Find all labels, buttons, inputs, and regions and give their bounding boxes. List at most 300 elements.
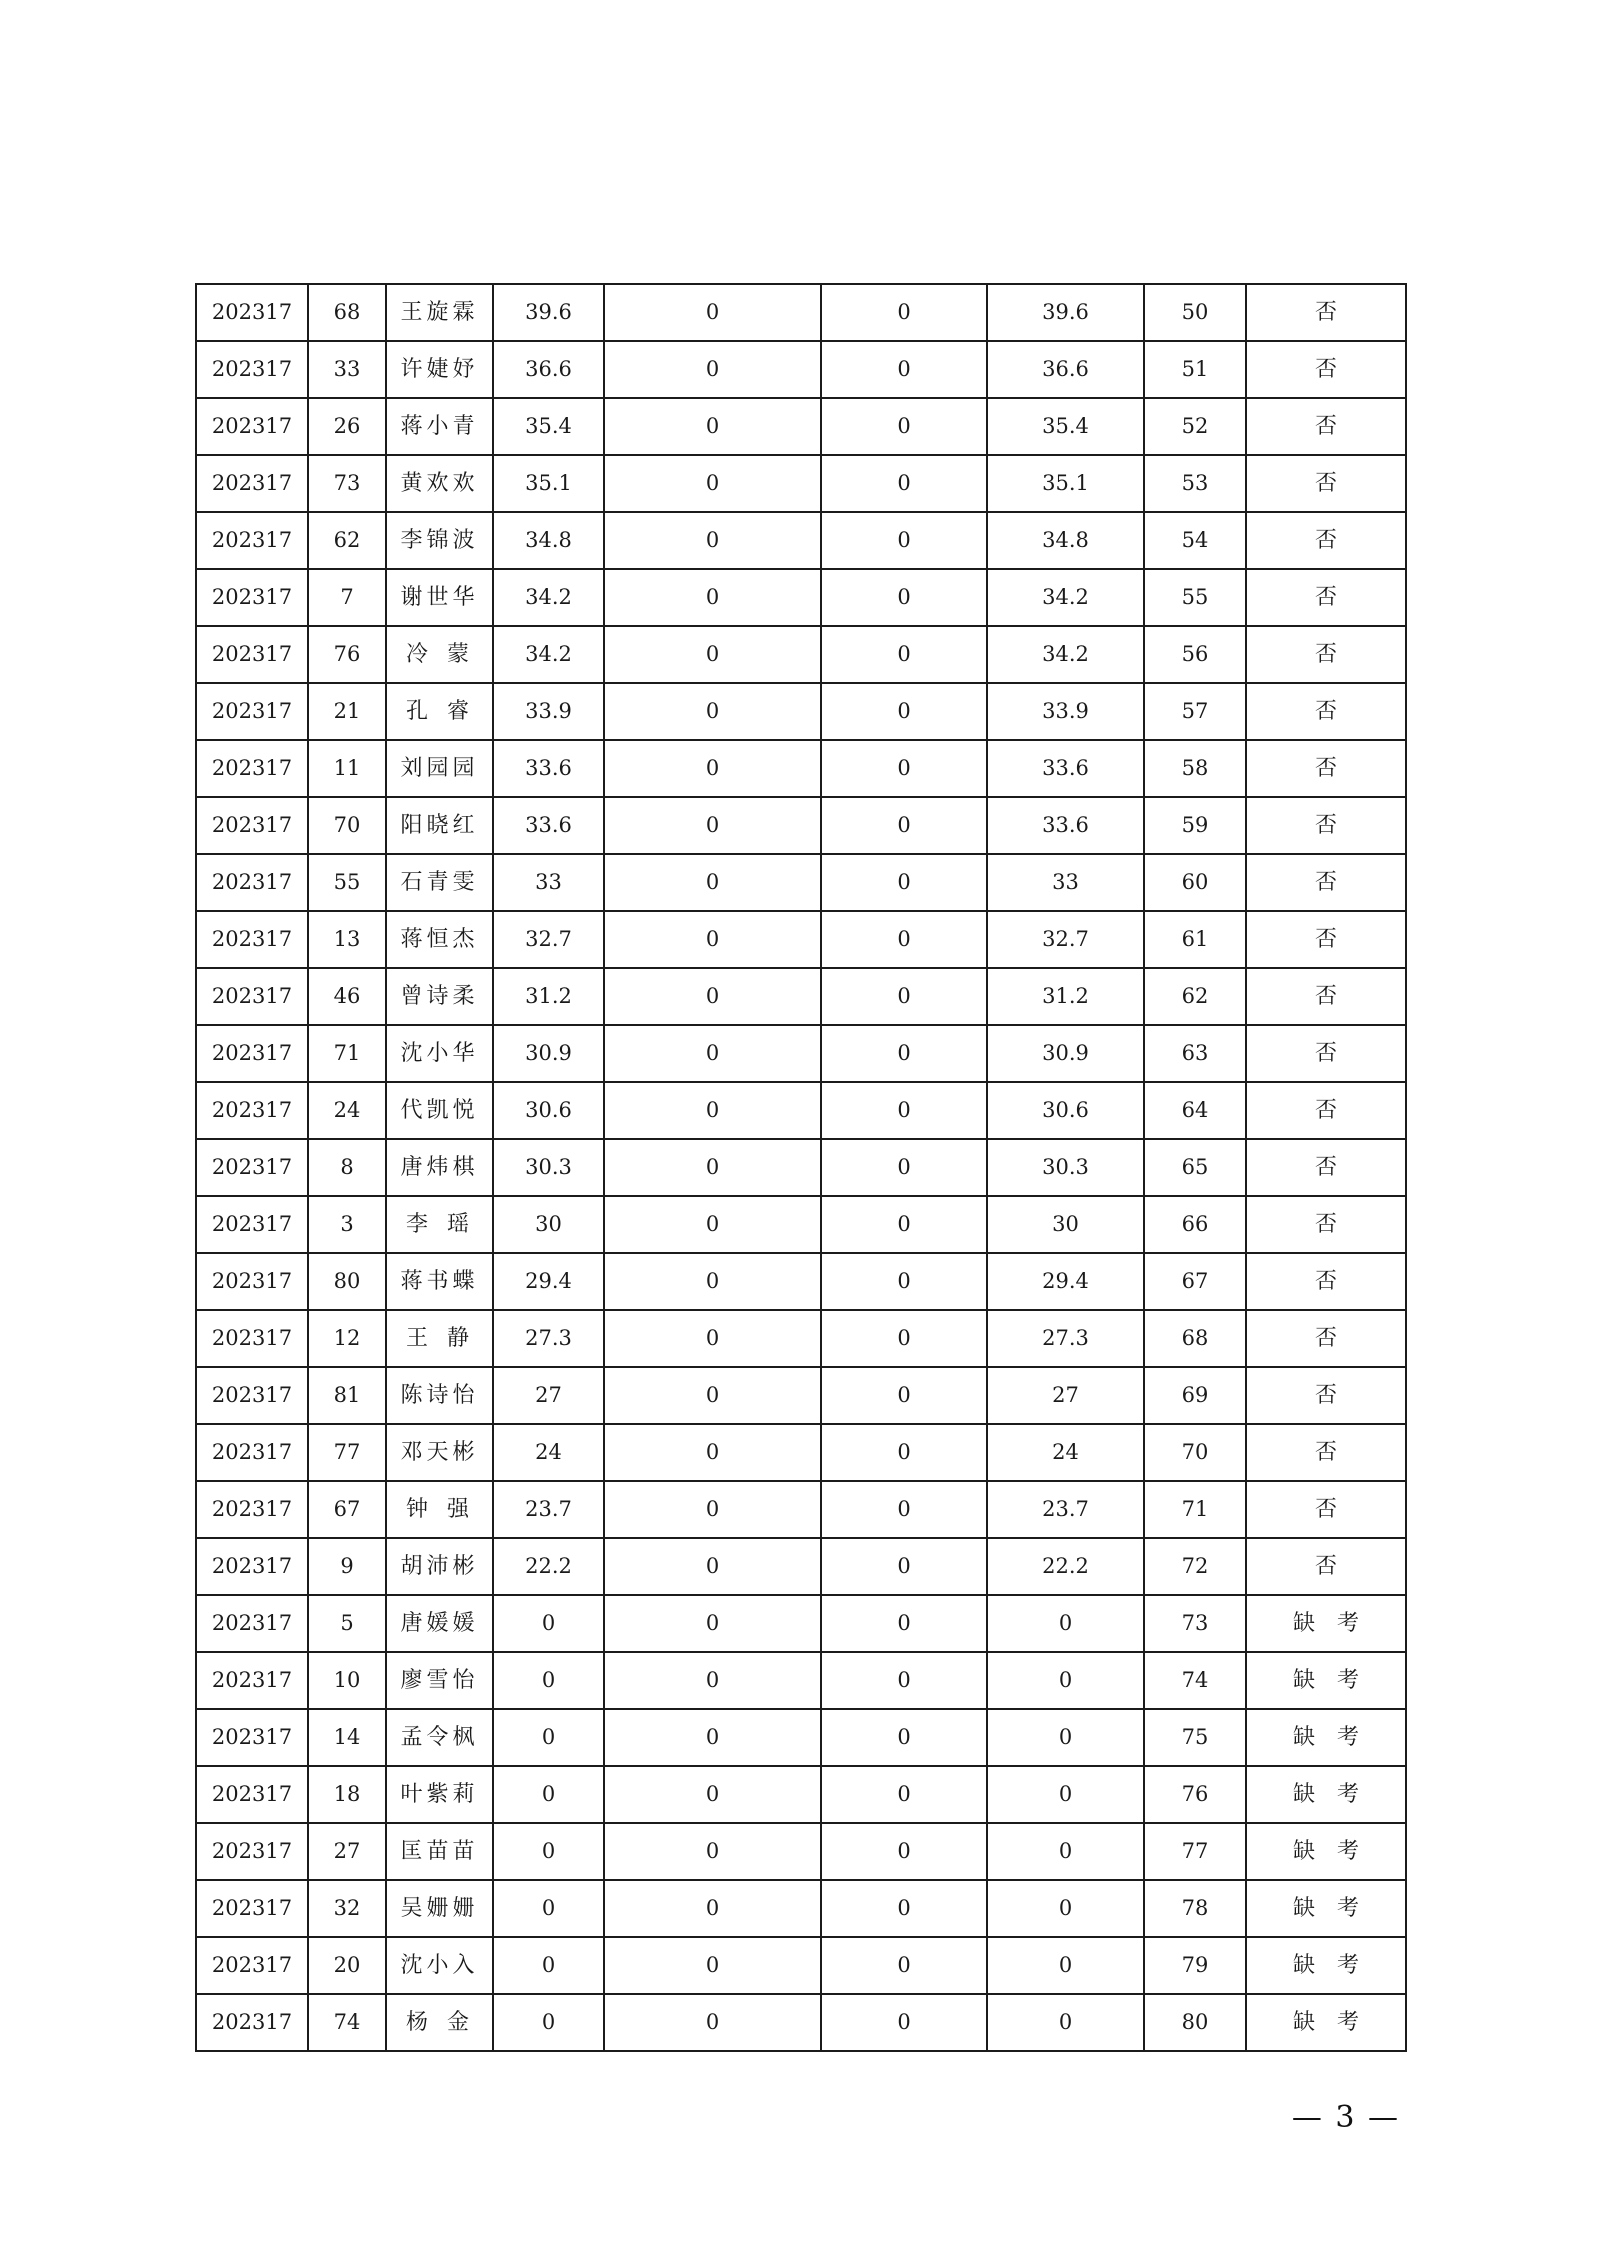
table-row: [196, 1367, 1406, 1424]
cell-score1: 0: [493, 1880, 604, 1937]
cell-rank: 64: [1144, 1082, 1246, 1139]
cell-status: 否: [1246, 569, 1406, 626]
cell-score3: 0: [821, 1025, 987, 1082]
table-row: [196, 1253, 1406, 1310]
cell-total-score: 27.3: [987, 1310, 1144, 1367]
cell-score2: 0: [604, 1538, 821, 1595]
cell-status: 否: [1246, 740, 1406, 797]
cell-score1: 35.1: [493, 455, 604, 512]
cell-seat-number: 7: [308, 569, 386, 626]
cell-score1: 34.2: [493, 569, 604, 626]
cell-score2: 0: [604, 1709, 821, 1766]
cell-total-score: 0: [987, 1880, 1144, 1937]
cell-score1: 0: [493, 1994, 604, 2051]
cell-score2: 0: [604, 341, 821, 398]
cell-status: 否: [1246, 398, 1406, 455]
cell-score2: 0: [604, 455, 821, 512]
cell-name: 杨 金: [386, 1994, 493, 2051]
cell-rank: 60: [1144, 854, 1246, 911]
cell-rank: 70: [1144, 1424, 1246, 1481]
cell-rank: 73: [1144, 1595, 1246, 1652]
cell-score3: 0: [821, 1994, 987, 2051]
table-row: [196, 1139, 1406, 1196]
cell-unit-code: 202317: [196, 1367, 308, 1424]
cell-status: 否: [1246, 1196, 1406, 1253]
cell-total-score: 30.6: [987, 1082, 1144, 1139]
cell-score1: 34.8: [493, 512, 604, 569]
cell-seat-number: 26: [308, 398, 386, 455]
table-row: [196, 911, 1406, 968]
cell-status: 否: [1246, 683, 1406, 740]
cell-seat-number: 8: [308, 1139, 386, 1196]
cell-rank: 66: [1144, 1196, 1246, 1253]
cell-seat-number: 68: [308, 284, 386, 341]
cell-status: 否: [1246, 1367, 1406, 1424]
cell-seat-number: 80: [308, 1253, 386, 1310]
cell-total-score: 34.8: [987, 512, 1144, 569]
table-row: [196, 1025, 1406, 1082]
table-row: [196, 512, 1406, 569]
cell-unit-code: 202317: [196, 1994, 308, 2051]
cell-total-score: 0: [987, 1652, 1144, 1709]
table-row: [196, 1310, 1406, 1367]
page-number: — 3 —: [1291, 2100, 1400, 2135]
cell-score2: 0: [604, 284, 821, 341]
cell-score3: 0: [821, 1937, 987, 1994]
cell-status: 否: [1246, 1139, 1406, 1196]
cell-status: 否: [1246, 284, 1406, 341]
table-row: [196, 1538, 1406, 1595]
cell-score1: 30.3: [493, 1139, 604, 1196]
cell-name: 唐媛媛: [386, 1595, 493, 1652]
cell-score2: 0: [604, 1139, 821, 1196]
cell-score1: 0: [493, 1823, 604, 1880]
cell-score3: 0: [821, 1652, 987, 1709]
cell-rank: 54: [1144, 512, 1246, 569]
cell-rank: 80: [1144, 1994, 1246, 2051]
cell-seat-number: 5: [308, 1595, 386, 1652]
cell-total-score: 0: [987, 1994, 1144, 2051]
cell-total-score: 0: [987, 1766, 1144, 1823]
table-row: [196, 1766, 1406, 1823]
cell-seat-number: 73: [308, 455, 386, 512]
table-row: [196, 1652, 1406, 1709]
cell-score2: 0: [604, 512, 821, 569]
cell-score2: 0: [604, 569, 821, 626]
table-row: [196, 1994, 1406, 2051]
table-row: [196, 740, 1406, 797]
cell-score3: 0: [821, 569, 987, 626]
cell-score3: 0: [821, 1823, 987, 1880]
table-row: [196, 341, 1406, 398]
cell-unit-code: 202317: [196, 797, 308, 854]
cell-status: 否: [1246, 512, 1406, 569]
cell-score3: 0: [821, 1481, 987, 1538]
cell-score1: 0: [493, 1652, 604, 1709]
cell-score2: 0: [604, 1025, 821, 1082]
cell-score3: 0: [821, 1709, 987, 1766]
cell-seat-number: 24: [308, 1082, 386, 1139]
cell-seat-number: 76: [308, 626, 386, 683]
cell-score1: 33.6: [493, 740, 604, 797]
cell-score3: 0: [821, 968, 987, 1025]
cell-name: 孔 睿: [386, 683, 493, 740]
cell-name: 许婕妤: [386, 341, 493, 398]
cell-unit-code: 202317: [196, 1481, 308, 1538]
cell-total-score: 0: [987, 1823, 1144, 1880]
table-row: [196, 569, 1406, 626]
cell-status: 缺 考: [1246, 1937, 1406, 1994]
cell-name: 钟 强: [386, 1481, 493, 1538]
cell-score3: 0: [821, 455, 987, 512]
cell-score3: 0: [821, 512, 987, 569]
cell-total-score: 33.9: [987, 683, 1144, 740]
cell-score3: 0: [821, 398, 987, 455]
cell-name: 王 静: [386, 1310, 493, 1367]
cell-rank: 76: [1144, 1766, 1246, 1823]
cell-score2: 0: [604, 683, 821, 740]
cell-score2: 0: [604, 1310, 821, 1367]
cell-score1: 24: [493, 1424, 604, 1481]
table-row: [196, 1082, 1406, 1139]
cell-score2: 0: [604, 1367, 821, 1424]
cell-rank: 65: [1144, 1139, 1246, 1196]
cell-name: 李锦波: [386, 512, 493, 569]
cell-status: 否: [1246, 1082, 1406, 1139]
cell-unit-code: 202317: [196, 854, 308, 911]
cell-status: 否: [1246, 1424, 1406, 1481]
cell-status: 否: [1246, 1310, 1406, 1367]
table-row: [196, 968, 1406, 1025]
cell-score3: 0: [821, 683, 987, 740]
cell-seat-number: 9: [308, 1538, 386, 1595]
cell-score1: 36.6: [493, 341, 604, 398]
cell-total-score: 39.6: [987, 284, 1144, 341]
cell-status: 否: [1246, 968, 1406, 1025]
cell-rank: 77: [1144, 1823, 1246, 1880]
cell-score2: 0: [604, 1481, 821, 1538]
table-row: [196, 1595, 1406, 1652]
cell-total-score: 34.2: [987, 626, 1144, 683]
cell-score1: 27.3: [493, 1310, 604, 1367]
cell-status: 否: [1246, 1538, 1406, 1595]
table-row: [196, 683, 1406, 740]
cell-unit-code: 202317: [196, 1823, 308, 1880]
cell-unit-code: 202317: [196, 1766, 308, 1823]
cell-name: 廖雪怡: [386, 1652, 493, 1709]
cell-seat-number: 11: [308, 740, 386, 797]
cell-rank: 69: [1144, 1367, 1246, 1424]
cell-score2: 0: [604, 740, 821, 797]
cell-rank: 75: [1144, 1709, 1246, 1766]
cell-name: 孟令枫: [386, 1709, 493, 1766]
cell-total-score: 24: [987, 1424, 1144, 1481]
cell-name: 刘园园: [386, 740, 493, 797]
cell-unit-code: 202317: [196, 398, 308, 455]
table-row: [196, 455, 1406, 512]
cell-seat-number: 55: [308, 854, 386, 911]
cell-score3: 0: [821, 797, 987, 854]
table-row: [196, 284, 1406, 341]
table-row: [196, 626, 1406, 683]
cell-seat-number: 33: [308, 341, 386, 398]
cell-score1: 34.2: [493, 626, 604, 683]
cell-unit-code: 202317: [196, 1709, 308, 1766]
cell-rank: 53: [1144, 455, 1246, 512]
cell-score1: 39.6: [493, 284, 604, 341]
cell-score3: 0: [821, 1538, 987, 1595]
cell-unit-code: 202317: [196, 512, 308, 569]
cell-seat-number: 32: [308, 1880, 386, 1937]
cell-total-score: 36.6: [987, 341, 1144, 398]
cell-seat-number: 81: [308, 1367, 386, 1424]
cell-name: 蒋小青: [386, 398, 493, 455]
table-row: [196, 1937, 1406, 1994]
cell-total-score: 31.2: [987, 968, 1144, 1025]
cell-rank: 74: [1144, 1652, 1246, 1709]
cell-score3: 0: [821, 341, 987, 398]
cell-score1: 0: [493, 1595, 604, 1652]
cell-unit-code: 202317: [196, 1937, 308, 1994]
cell-unit-code: 202317: [196, 455, 308, 512]
cell-score1: 35.4: [493, 398, 604, 455]
cell-seat-number: 20: [308, 1937, 386, 1994]
cell-score3: 0: [821, 854, 987, 911]
cell-unit-code: 202317: [196, 968, 308, 1025]
cell-unit-code: 202317: [196, 1595, 308, 1652]
cell-seat-number: 13: [308, 911, 386, 968]
cell-seat-number: 67: [308, 1481, 386, 1538]
cell-unit-code: 202317: [196, 911, 308, 968]
cell-score1: 23.7: [493, 1481, 604, 1538]
cell-total-score: 29.4: [987, 1253, 1144, 1310]
cell-score1: 0: [493, 1709, 604, 1766]
cell-rank: 58: [1144, 740, 1246, 797]
cell-unit-code: 202317: [196, 626, 308, 683]
table-row: [196, 1709, 1406, 1766]
cell-unit-code: 202317: [196, 341, 308, 398]
table-row: [196, 797, 1406, 854]
cell-unit-code: 202317: [196, 740, 308, 797]
cell-status: 缺 考: [1246, 1823, 1406, 1880]
cell-name: 叶紫莉: [386, 1766, 493, 1823]
cell-name: 代凯悦: [386, 1082, 493, 1139]
cell-score1: 27: [493, 1367, 604, 1424]
cell-rank: 71: [1144, 1481, 1246, 1538]
cell-name: 李 瑶: [386, 1196, 493, 1253]
cell-total-score: 0: [987, 1595, 1144, 1652]
cell-total-score: 0: [987, 1937, 1144, 1994]
cell-unit-code: 202317: [196, 284, 308, 341]
cell-total-score: 33: [987, 854, 1144, 911]
cell-total-score: 30.3: [987, 1139, 1144, 1196]
cell-rank: 51: [1144, 341, 1246, 398]
cell-score1: 32.7: [493, 911, 604, 968]
cell-score2: 0: [604, 1424, 821, 1481]
cell-name: 陈诗怡: [386, 1367, 493, 1424]
cell-rank: 79: [1144, 1937, 1246, 1994]
cell-status: 否: [1246, 341, 1406, 398]
cell-seat-number: 10: [308, 1652, 386, 1709]
cell-score3: 0: [821, 1424, 987, 1481]
cell-seat-number: 62: [308, 512, 386, 569]
cell-rank: 78: [1144, 1880, 1246, 1937]
cell-score2: 0: [604, 626, 821, 683]
cell-score3: 0: [821, 1196, 987, 1253]
cell-status: 否: [1246, 797, 1406, 854]
cell-seat-number: 71: [308, 1025, 386, 1082]
cell-status: 否: [1246, 911, 1406, 968]
cell-score3: 0: [821, 1310, 987, 1367]
cell-total-score: 35.1: [987, 455, 1144, 512]
cell-unit-code: 202317: [196, 1253, 308, 1310]
cell-score3: 0: [821, 626, 987, 683]
cell-unit-code: 202317: [196, 1139, 308, 1196]
cell-score3: 0: [821, 1595, 987, 1652]
cell-score2: 0: [604, 1823, 821, 1880]
cell-seat-number: 21: [308, 683, 386, 740]
cell-total-score: 0: [987, 1709, 1144, 1766]
cell-rank: 52: [1144, 398, 1246, 455]
cell-rank: 50: [1144, 284, 1246, 341]
cell-score3: 0: [821, 911, 987, 968]
cell-seat-number: 74: [308, 1994, 386, 2051]
cell-rank: 62: [1144, 968, 1246, 1025]
cell-score3: 0: [821, 1253, 987, 1310]
cell-score3: 0: [821, 1766, 987, 1823]
cell-status: 缺 考: [1246, 1652, 1406, 1709]
cell-total-score: 30: [987, 1196, 1144, 1253]
cell-status: 缺 考: [1246, 1766, 1406, 1823]
cell-total-score: 35.4: [987, 398, 1144, 455]
cell-name: 谢世华: [386, 569, 493, 626]
cell-name: 蒋书蝶: [386, 1253, 493, 1310]
cell-seat-number: 18: [308, 1766, 386, 1823]
cell-score3: 0: [821, 1880, 987, 1937]
cell-score1: 30: [493, 1196, 604, 1253]
cell-unit-code: 202317: [196, 1082, 308, 1139]
cell-score2: 0: [604, 1196, 821, 1253]
cell-total-score: 22.2: [987, 1538, 1144, 1595]
cell-unit-code: 202317: [196, 1652, 308, 1709]
cell-status: 否: [1246, 1025, 1406, 1082]
cell-score2: 0: [604, 398, 821, 455]
table-row: [196, 1880, 1406, 1937]
cell-status: 否: [1246, 455, 1406, 512]
cell-score1: 33: [493, 854, 604, 911]
table-row: [196, 1481, 1406, 1538]
cell-seat-number: 14: [308, 1709, 386, 1766]
cell-score2: 0: [604, 797, 821, 854]
table-row: [196, 398, 1406, 455]
cell-score1: 22.2: [493, 1538, 604, 1595]
cell-score1: 29.4: [493, 1253, 604, 1310]
cell-seat-number: 70: [308, 797, 386, 854]
cell-total-score: 23.7: [987, 1481, 1144, 1538]
cell-score2: 0: [604, 1253, 821, 1310]
cell-status: 缺 考: [1246, 1709, 1406, 1766]
table-row: [196, 1196, 1406, 1253]
cell-total-score: 34.2: [987, 569, 1144, 626]
score-table-body: [196, 284, 1406, 2051]
cell-name: 蒋恒杰: [386, 911, 493, 968]
cell-rank: 68: [1144, 1310, 1246, 1367]
cell-status: 缺 考: [1246, 1880, 1406, 1937]
cell-name: 冷 蒙: [386, 626, 493, 683]
table-row: [196, 854, 1406, 911]
cell-seat-number: 12: [308, 1310, 386, 1367]
table-row: [196, 1823, 1406, 1880]
cell-score3: 0: [821, 1367, 987, 1424]
cell-rank: 57: [1144, 683, 1246, 740]
cell-unit-code: 202317: [196, 1310, 308, 1367]
score-table: [195, 283, 1407, 2052]
cell-score3: 0: [821, 740, 987, 797]
cell-seat-number: 46: [308, 968, 386, 1025]
cell-name: 石青雯: [386, 854, 493, 911]
cell-status: 否: [1246, 854, 1406, 911]
cell-name: 沈小华: [386, 1025, 493, 1082]
cell-rank: 61: [1144, 911, 1246, 968]
cell-score2: 0: [604, 968, 821, 1025]
cell-score1: 33.6: [493, 797, 604, 854]
cell-total-score: 32.7: [987, 911, 1144, 968]
cell-score2: 0: [604, 854, 821, 911]
cell-rank: 59: [1144, 797, 1246, 854]
cell-seat-number: 3: [308, 1196, 386, 1253]
cell-score3: 0: [821, 284, 987, 341]
cell-total-score: 27: [987, 1367, 1144, 1424]
cell-unit-code: 202317: [196, 569, 308, 626]
cell-score2: 0: [604, 1994, 821, 2051]
cell-score1: 0: [493, 1766, 604, 1823]
cell-total-score: 30.9: [987, 1025, 1144, 1082]
cell-status: 否: [1246, 626, 1406, 683]
cell-name: 王旋霖: [386, 284, 493, 341]
cell-rank: 67: [1144, 1253, 1246, 1310]
cell-seat-number: 77: [308, 1424, 386, 1481]
cell-score2: 0: [604, 1082, 821, 1139]
cell-total-score: 33.6: [987, 797, 1144, 854]
cell-name: 胡沛彬: [386, 1538, 493, 1595]
cell-name: 曾诗柔: [386, 968, 493, 1025]
cell-name: 沈小入: [386, 1937, 493, 1994]
cell-status: 否: [1246, 1253, 1406, 1310]
cell-score2: 0: [604, 1652, 821, 1709]
cell-unit-code: 202317: [196, 1025, 308, 1082]
cell-rank: 63: [1144, 1025, 1246, 1082]
cell-score2: 0: [604, 1595, 821, 1652]
cell-name: 吴姗姗: [386, 1880, 493, 1937]
cell-unit-code: 202317: [196, 683, 308, 740]
cell-rank: 56: [1144, 626, 1246, 683]
cell-score2: 0: [604, 1766, 821, 1823]
cell-rank: 72: [1144, 1538, 1246, 1595]
cell-unit-code: 202317: [196, 1880, 308, 1937]
cell-score3: 0: [821, 1082, 987, 1139]
cell-score1: 31.2: [493, 968, 604, 1025]
cell-score1: 33.9: [493, 683, 604, 740]
cell-status: 缺 考: [1246, 1994, 1406, 2051]
cell-name: 黄欢欢: [386, 455, 493, 512]
cell-unit-code: 202317: [196, 1196, 308, 1253]
cell-score2: 0: [604, 1937, 821, 1994]
cell-name: 唐炜棋: [386, 1139, 493, 1196]
cell-rank: 55: [1144, 569, 1246, 626]
cell-score1: 0: [493, 1937, 604, 1994]
cell-score2: 0: [604, 911, 821, 968]
cell-name: 匡苗苗: [386, 1823, 493, 1880]
